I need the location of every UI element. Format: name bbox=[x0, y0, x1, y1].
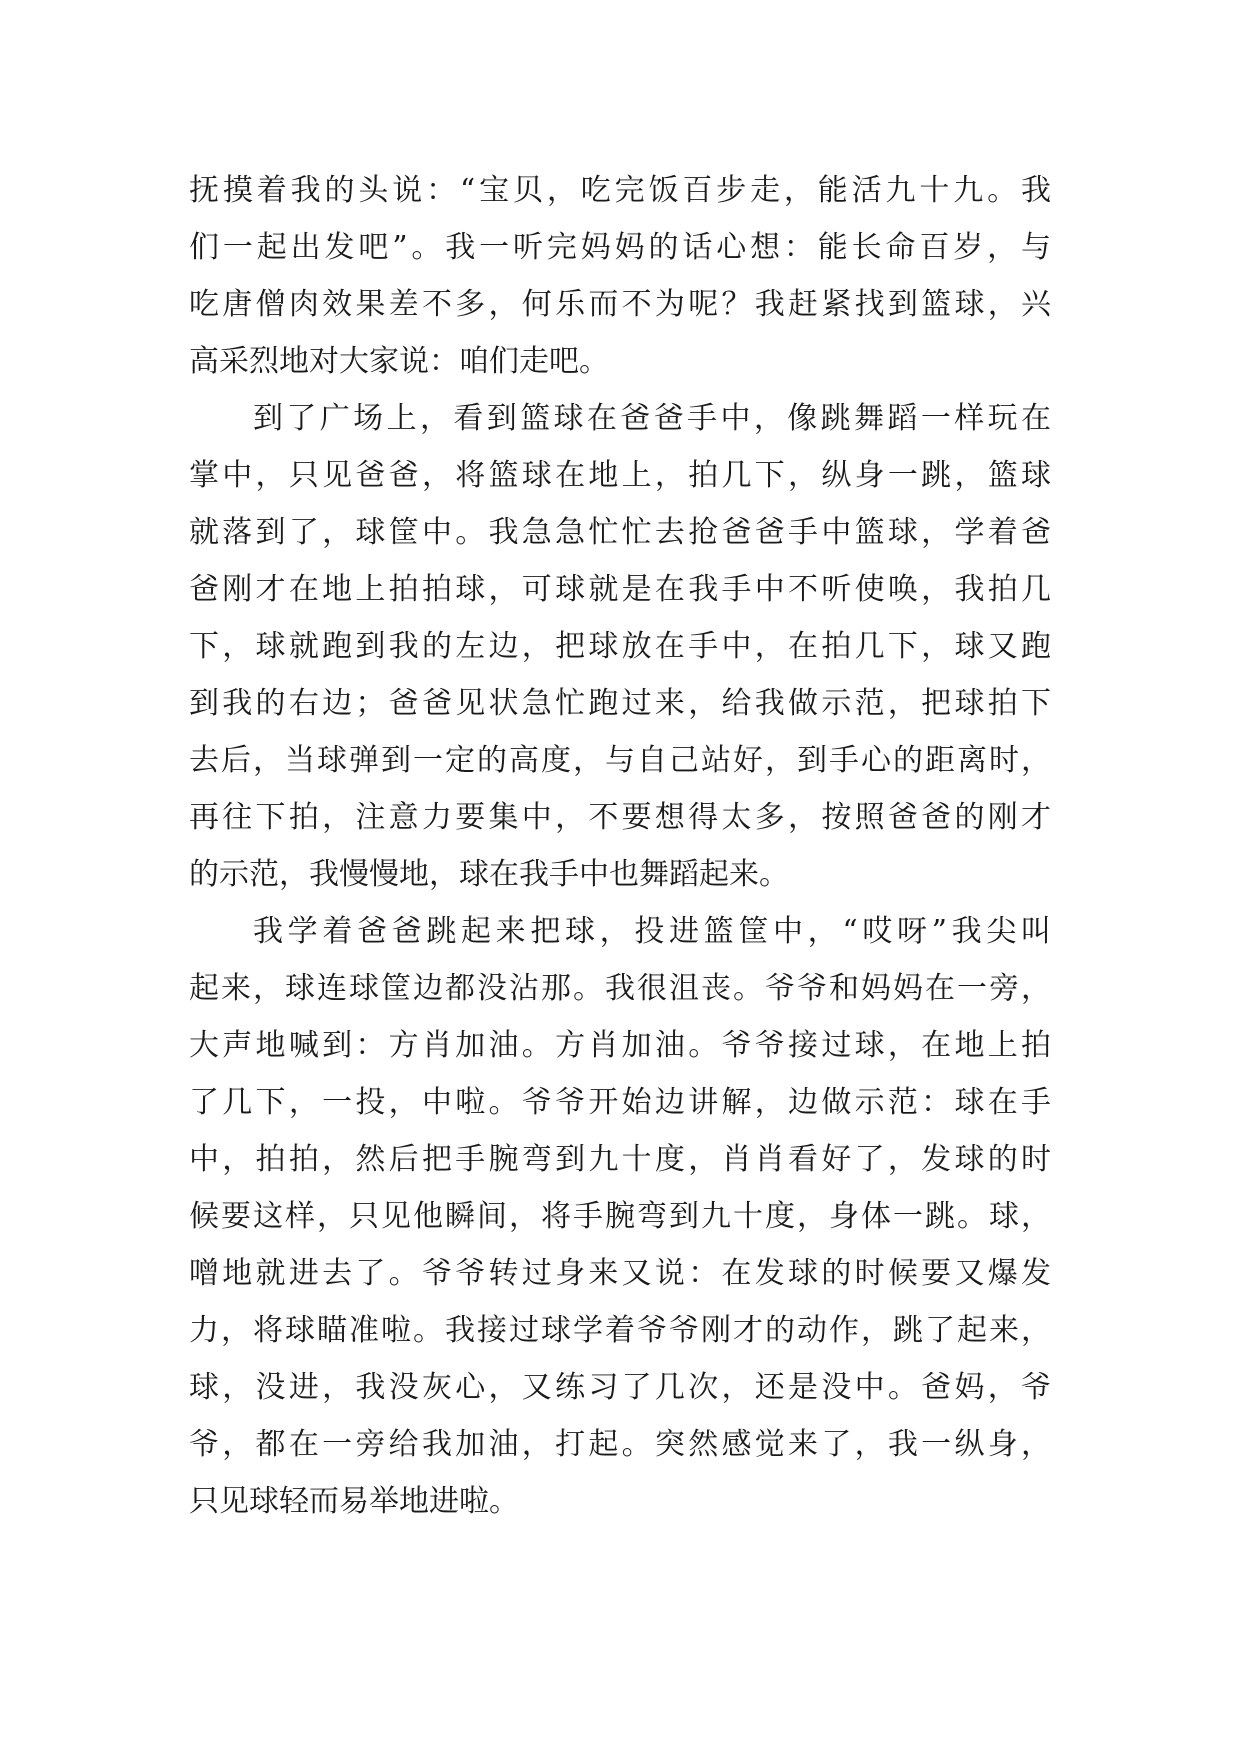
text-line: 大声地喊到：方肖加油。方肖加油。爷爷接过球，在地上拍 bbox=[189, 1028, 1051, 1063]
text-line: 爸刚才在地上拍拍球，可球就是在我手中不听使唤，我拍几 bbox=[189, 572, 1051, 607]
text-line: 高采烈地对大家说：咱们走吧。 bbox=[189, 344, 609, 379]
paragraph-first-line: 到了广场上，看到篮球在爸爸手中，像跳舞蹈一样玩在 bbox=[253, 401, 1051, 436]
text-line: 力，将球瞄准啦。我接过球学着爷爷刚才的动作，跳了起来， bbox=[189, 1313, 1051, 1348]
text-line: 掌中，只见爸爸，将篮球在地上，拍几下，纵身一跳，篮球 bbox=[189, 458, 1051, 493]
text-line: 吃唐僧肉效果差不多，何乐而不为呢？我赶紧找到篮球，兴 bbox=[189, 287, 1051, 322]
text-line: 们一起出发吧”。我一听完妈妈的话心想：能长命百岁，与 bbox=[189, 230, 1051, 265]
text-line: 候要这样，只见他瞬间，将手腕弯到九十度，身体一跳。球， bbox=[189, 1199, 1051, 1234]
text-line: 到我的右边；爸爸见状急忙跑过来，给我做示范，把球拍下 bbox=[189, 686, 1051, 721]
text-line: 抚摸着我的头说：“宝贝，吃完饭百步走，能活九十九。我 bbox=[189, 173, 1051, 208]
text-line: 爷，都在一旁给我加油，打起。突然感觉来了，我一纵身， bbox=[189, 1427, 1051, 1462]
text-line: 噌地就进去了。爷爷转过身来又说：在发球的时候要又爆发 bbox=[189, 1256, 1051, 1291]
text-line: 球，没进，我没灰心，又练习了几次，还是没中。爸妈，爷 bbox=[189, 1370, 1051, 1405]
text-line: 去后，当球弹到一定的高度，与自己站好，到手心的距离时， bbox=[189, 743, 1051, 778]
text-line: 起来，球连球筐边都没沾那。我很沮丧。爷爷和妈妈在一旁， bbox=[189, 971, 1051, 1006]
text-line: 了几下，一投，中啦。爷爷开始边讲解，边做示范：球在手 bbox=[189, 1085, 1051, 1120]
text-line: 再往下拍，注意力要集中，不要想得太多，按照爸爸的刚才 bbox=[189, 800, 1051, 835]
text-line: 中，拍拍，然后把手腕弯到九十度，肖肖看好了，发球的时 bbox=[189, 1142, 1051, 1177]
text-line: 下，球就跑到我的左边，把球放在手中，在拍几下，球又跑 bbox=[189, 629, 1051, 664]
text-line: 就落到了，球筐中。我急急忙忙去抢爸爸手中篮球，学着爸 bbox=[189, 515, 1051, 550]
text-line: 的示范，我慢慢地，球在我手中也舞蹈起来。 bbox=[189, 857, 789, 892]
paragraph-first-line: 我学着爸爸跳起来把球，投进篮筐中，“哎呀”我尖叫 bbox=[253, 914, 1051, 949]
text-line: 只见球轻而易举地进啦。 bbox=[189, 1484, 519, 1519]
